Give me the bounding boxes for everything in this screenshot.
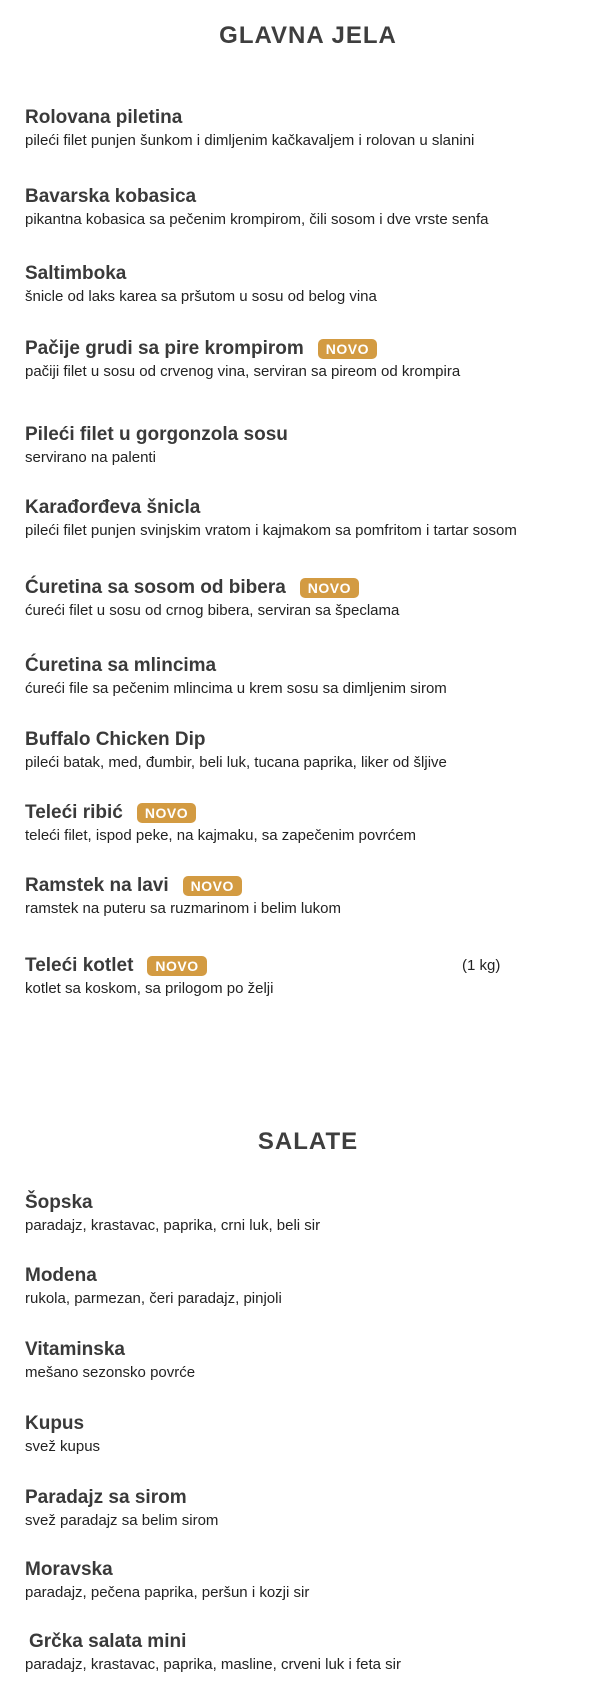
item-name: Rolovana piletina [25,107,183,128]
item-description: pileći filet punjen svinjskim vratom i kajmakom sa pomfritom i tartar sosom [25,522,517,539]
menu-item [25,874,596,917]
item-description: šnicle od laks karea sa pršutom u sosu od belog vina [25,288,377,305]
item-name: Paradajz sa sirom [25,1487,187,1508]
menu-item [25,1338,596,1381]
item-name: Vitaminska [25,1339,125,1360]
item-name: Modena [25,1265,97,1286]
item-name: Teleći kotlet [25,955,134,976]
item-name: Pačije grudi sa pire krompirom [25,338,304,359]
item-name: Kupus [25,1413,85,1434]
new-badge: NOVO [300,578,359,598]
new-badge: NOVO [183,876,242,896]
item-description: pačiji filet u sosu od crvenog vina, serviran sa pireom od krompira [25,363,461,380]
item-description: rukola, parmezan, čeri paradajz, pinjoli [25,1290,282,1307]
item-name: Teleći ribić [25,802,123,823]
menu-item [25,185,596,228]
item-description: ramstek na puteru sa ruzmarinom i belim lukom [25,900,341,917]
menu-item [25,728,596,771]
item-description: servirano na palenti [25,449,156,466]
menu-item [25,1191,596,1234]
menu-item [25,654,596,697]
item-description: paradajz, pečena paprika, peršun i kozji sir [25,1584,310,1601]
item-description: paradajz, krastavac, paprika, masline, crveni luk i feta sir [25,1656,401,1673]
item-name: Ćuretina sa mlincima [25,655,217,676]
new-badge: NOVO [147,956,206,976]
item-description: ćureći file sa pečenim mlincima u krem sosu sa dimljenim sirom [25,680,447,697]
item-description: kotlet sa koskom, sa prilogom po želji [25,980,274,997]
item-name: Ćuretina sa sosom od bibera [25,577,286,598]
item-description: ćureći filet u sosu od crnog bibera, serviran sa špeclama [25,602,400,619]
item-name: Šopska [25,1192,93,1213]
menu-item [25,1630,596,1673]
item-name: Moravska [25,1559,113,1580]
item-description: pileći filet punjen šunkom i dimljenim kačkavaljem i rolovan u slanini [25,132,475,149]
menu-item [25,423,596,466]
menu-item [25,262,596,305]
menu-item [25,576,596,619]
item-name: Buffalo Chicken Dip [25,729,206,750]
item-description: teleći filet, ispod peke, na kajmaku, sa zapečenim povrćem [25,827,417,844]
item-name: Bavarska kobasica [25,186,197,207]
menu-item [25,801,596,844]
menu-item [25,954,596,997]
menu-item [25,1558,596,1601]
item-name: Ramstek na lavi [25,875,169,896]
item-description: svež kupus [25,1438,101,1455]
menu-item [25,106,596,149]
item-description: svež paradajz sa belim sirom [25,1512,219,1529]
item-name: Karađorđeva šnicla [25,497,201,518]
menu-item [25,1412,596,1455]
section-title-salads: SALATE [257,1128,359,1155]
new-badge: NOVO [318,339,377,359]
item-name: Saltimboka [25,263,127,284]
item-description: paradajz, krastavac, paprika, crni luk, beli sir [25,1217,321,1234]
menu-item [25,1264,596,1307]
item-quantity: (1 kg) [462,957,501,974]
menu-item [25,496,596,539]
menu-item [25,1486,596,1529]
menu-item [25,337,596,380]
new-badge: NOVO [137,803,196,823]
item-name: Pileći filet u gorgonzola sosu [25,424,288,445]
section-title-main-dishes: GLAVNA JELA [219,22,397,49]
item-description: mešano sezonsko povrće [25,1364,196,1381]
item-description: pileći batak, med, đumbir, beli luk, tucana paprika, liker od šljive [25,754,447,771]
item-description: pikantna kobasica sa pečenim krompirom, čili sosom i dve vrste senfa [25,211,489,228]
item-name: Grčka salata mini [29,1631,187,1652]
